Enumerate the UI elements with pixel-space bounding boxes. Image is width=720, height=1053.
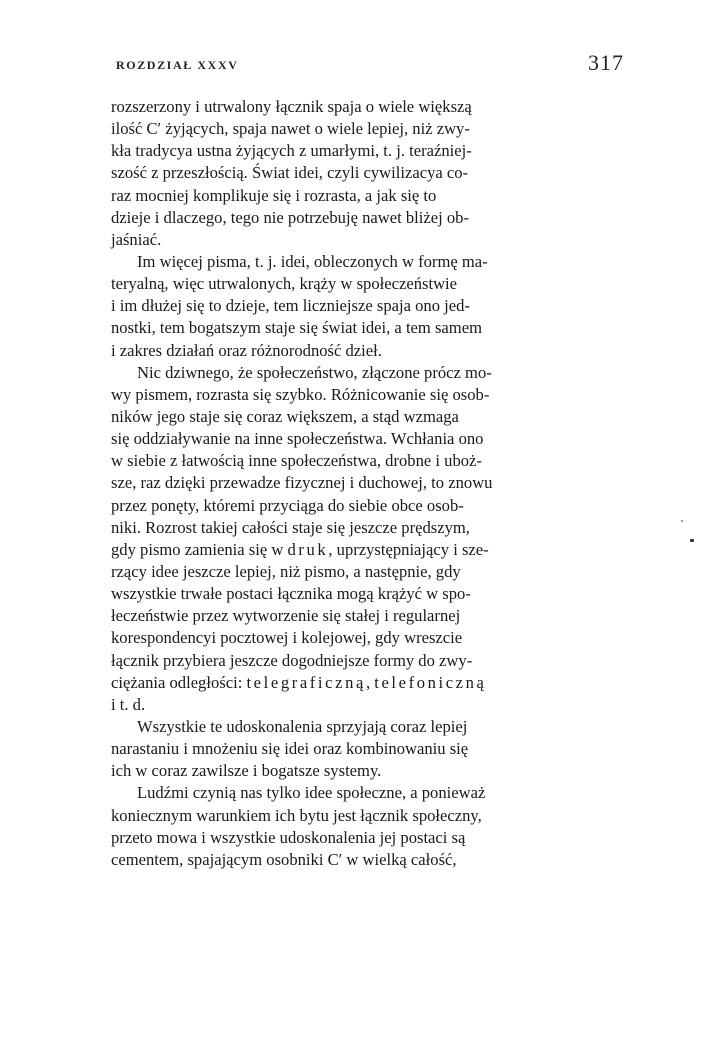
text-line: szość z przeszłością. Świat idei, czyli cywilizacya co-: [111, 163, 469, 183]
text-line: teryalną, więc utrwalonych, krąży w społeczeństwie: [111, 274, 458, 294]
spaced-emphasis: telegraficzną: [246, 672, 366, 692]
text-line: raz mocniej komplikuje się i rozrasta, a jak się to: [111, 185, 437, 205]
text-line: i t. d.: [111, 694, 146, 714]
paragraph-start-line: Wszystkie te udoskonalenia sprzyjają coraz lepiej: [137, 716, 468, 736]
paragraph-start-line: Im więcej pisma, t. j. idei, obleczonych w formę ma-: [137, 251, 488, 271]
text-line: kła tradycya ustna żyjących z umarłymi, t. j. teraźniej-: [111, 141, 472, 161]
text-line: przez ponęty, któremi przyciąga do siebie obce osob-: [111, 495, 464, 515]
paragraph-start-line: Nic dziwnego, że społeczeństwo, złączone prócz mo-: [137, 362, 492, 382]
text-line: ich w coraz zawilsze i bogatsze systemy.: [111, 761, 382, 781]
ink-speck: [681, 520, 683, 522]
running-header: [116, 52, 624, 80]
text-line: się oddziaływanie na inne społeczeństwa. Wchłania ono: [111, 429, 484, 449]
chapter-title: ROZDZIAŁ XXXV: [116, 58, 239, 72]
spaced-emphasis: druk: [287, 539, 329, 559]
text-line: korespondencyi pocztowej i kolejowej, gdy wreszcie: [111, 628, 463, 648]
text-line: koniecznym warunkiem ich bytu jest łącznik społeczny,: [111, 805, 482, 825]
text-line: sze, raz dzięki przewadze fizycznej i duchowej, to znowu: [111, 473, 493, 493]
text-line: rzący idee jeszcze lepiej, niż pismo, a następnie, gdy: [111, 561, 461, 581]
text-line: ilość C′ żyjących, spaja nawet o wiele lepiej, niż zwy-: [111, 119, 470, 139]
text-line: łącznik przybiera jeszcze dogodniejsze formy do zwy-: [111, 650, 473, 670]
text-line: i im dłużej się to dzieje, tem liczniejsze spaja ono jed-: [111, 296, 470, 316]
text-line: nostki, tem bogatszym staje się świat idei, a tem samem: [111, 318, 482, 338]
text-line: narastaniu i mnożeniu się idei oraz kombinowaniu się: [111, 739, 469, 759]
text-line: w siebie z łatwością inne społeczeństwa, drobne i uboż-: [111, 451, 482, 471]
text-line: łeczeństwie przez wytworzenie się stałej i regularnej: [111, 606, 461, 626]
text-line: niki. Rozrost takiej całości staje się jeszcze prędszym,: [111, 517, 470, 537]
page-body-text: [111, 96, 622, 871]
text-line: i zakres działań oraz różnorodność dzieł.: [111, 340, 382, 360]
paragraph-start-line: Ludźmi czynią nas tylko idee społeczne, a ponieważ: [137, 783, 486, 803]
text-line: cementem, spajającym osobniki C′ w wielką całość,: [111, 849, 457, 869]
page-number: 317: [588, 50, 624, 75]
ink-speck: [690, 539, 694, 542]
text-line: rozszerzony i utrwalony łącznik spaja o wiele większą: [111, 97, 472, 116]
text-line: wy pismem, rozrasta się szybko. Różnicowanie się osob-: [111, 384, 490, 404]
text-line: wszystkie trwałe postaci łącznika mogą krążyć w spo-: [111, 584, 471, 604]
text-line: jaśniać.: [111, 229, 162, 249]
spaced-emphasis: telefoniczną: [374, 672, 487, 692]
text-line: ciężania odległości: telegraficzną, telefoniczną: [111, 672, 487, 692]
text-line: ników jego staje się coraz większem, a stąd wzmaga: [111, 406, 459, 426]
text-line: dzieje i dlaczego, tego nie potrzebuję nawet bliżej ob-: [111, 207, 469, 227]
text-line: gdy pismo zamienia się w druk, uprzystępniający i sze-: [111, 539, 489, 559]
text-line: przeto mowa i wszystkie udoskonalenia jej postaci są: [111, 827, 466, 847]
